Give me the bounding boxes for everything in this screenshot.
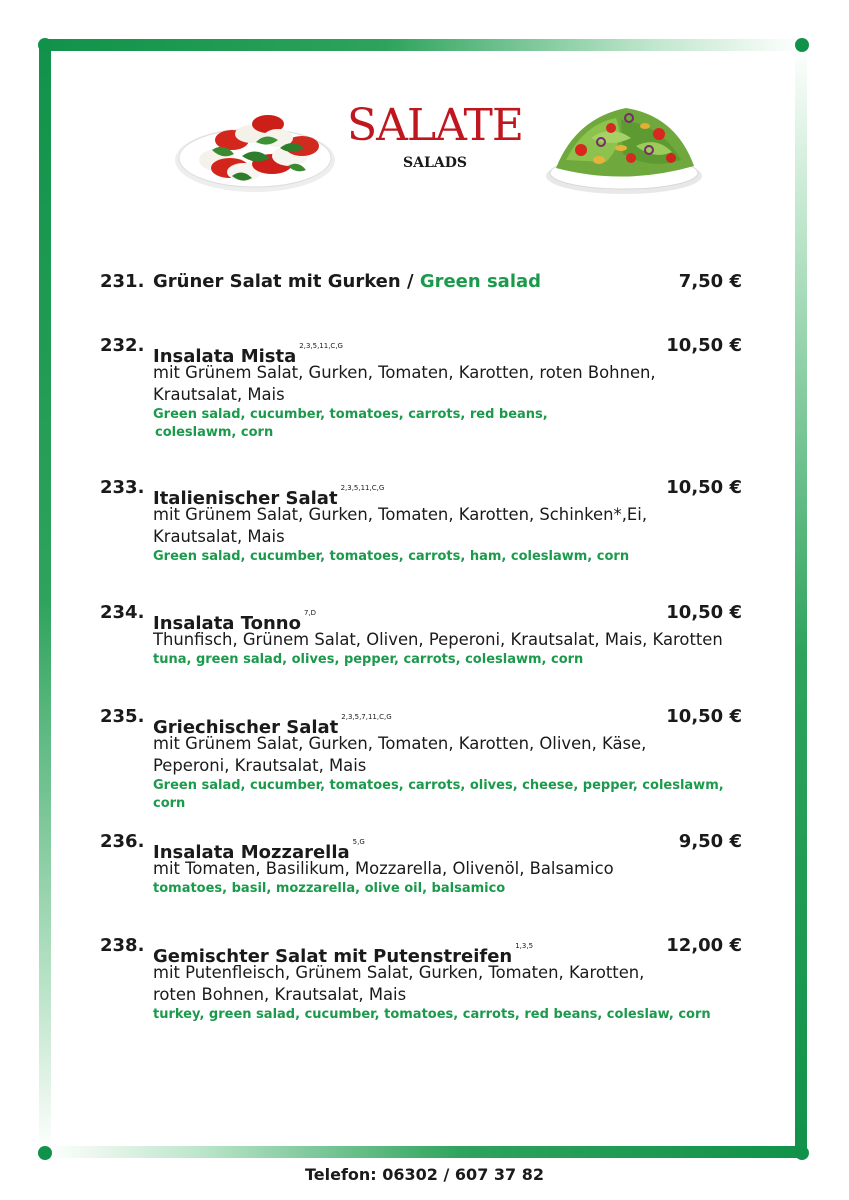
frame-bottom-bar xyxy=(45,1146,802,1158)
item-description-de: Krautsalat, Mais xyxy=(153,385,285,404)
item-description-de: mit Grünem Salat, Gurken, Tomaten, Karotten, roten Bohnen, xyxy=(153,363,656,382)
item-description-en: Green salad, cucumber, tomatoes, carrots, red beans, xyxy=(153,407,548,422)
item-price: 10,50 € xyxy=(666,335,742,356)
page-title: SALATE xyxy=(347,100,523,151)
item-description-de: roten Bohnen, Krautsalat, Mais xyxy=(153,985,407,1004)
item-description-en: coleslawm, corn xyxy=(155,425,274,440)
item-description-de: Peperoni, Krautsalat, Mais xyxy=(153,756,367,775)
frame-corner-dot xyxy=(795,38,809,52)
allergen-codes: 7,D xyxy=(303,609,317,617)
item-number: 236. xyxy=(100,831,145,852)
menu-item xyxy=(100,268,745,298)
menu-item xyxy=(100,599,745,669)
item-name: Griechischer Salat $^{2,3,5,7,11,C,G}$ xyxy=(153,713,392,738)
item-price: 10,50 € xyxy=(666,477,742,498)
item-price: 12,00 € xyxy=(666,935,742,956)
item-description-de: mit Tomaten, Basilikum, Mozzarella, Olivenöl, Balsamico xyxy=(153,859,614,878)
item-description-de: Thunfisch, Grünem Salat, Oliven, Peperoni, Krautsalat, Mais, Karotten xyxy=(153,630,723,649)
footer-phone: Telefon: 06302 / 607 37 82 xyxy=(304,1165,544,1184)
menu-item xyxy=(100,828,745,898)
item-description-en: tomatoes, basil, mozzarella, olive oil, balsamico xyxy=(153,881,506,896)
allergen-codes: 2,3,5,11,C,G xyxy=(299,342,343,350)
item-name: Insalata Mozzarella $^{5,G}$ xyxy=(153,838,365,863)
allergen-codes: 1,3,5 xyxy=(515,942,534,950)
item-name: Insalata Mista $^{2,3,5,11,C,G}$ xyxy=(153,342,343,367)
item-price: 10,50 € xyxy=(666,602,742,623)
menu-item xyxy=(100,332,745,442)
item-price: 10,50 € xyxy=(666,706,742,727)
frame-corner-dot xyxy=(38,38,52,52)
item-number: 235. xyxy=(100,706,145,727)
item-description-de: mit Grünem Salat, Gurken, Tomaten, Karotten, Oliven, Käse, xyxy=(153,734,647,753)
item-name: Grüner Salat mit Gurken / Green salad xyxy=(153,271,542,292)
menu-item xyxy=(100,703,745,813)
item-description-de: mit Putenfleisch, Grünem Salat, Gurken, Tomaten, Karotten, xyxy=(153,963,645,982)
item-number: 232. xyxy=(100,335,145,356)
item-description-de: Krautsalat, Mais xyxy=(153,527,285,546)
frame-left-bar xyxy=(39,45,51,1153)
item-number: 238. xyxy=(100,935,145,956)
caprese-salad-image xyxy=(172,98,338,196)
page-subtitle: SALADS xyxy=(403,155,467,171)
item-number: 234. xyxy=(100,602,145,623)
frame-right-bar xyxy=(795,45,807,1153)
allergen-codes: 2,3,5,7,11,C,G xyxy=(341,713,392,721)
allergen-codes: 2,3,5,11,C,G xyxy=(340,484,385,492)
menu-item xyxy=(100,932,745,1024)
item-number: 233. xyxy=(100,477,145,498)
item-name-english: Green salad xyxy=(419,271,542,292)
item-name: Insalata Tonno $^{7,D}$ xyxy=(153,609,317,634)
item-description-en: tuna, green salad, olives, pepper, carrots, coleslawm, corn xyxy=(153,652,584,667)
item-number: 231. xyxy=(100,271,145,292)
item-price: 9,50 € xyxy=(678,831,742,852)
menu-item xyxy=(100,474,745,566)
item-name: Gemischter Salat mit Putenstreifen $^{1,3,5}$ xyxy=(153,942,534,967)
item-name: Italienischer Salat $^{2,3,5,11,C,G}$ xyxy=(153,484,385,509)
allergen-codes: 5,G xyxy=(352,838,365,846)
item-description-de: mit Grünem Salat, Gurken, Tomaten, Karotten, Schinken*,Ei, xyxy=(153,505,648,524)
frame-corner-dot xyxy=(795,1146,809,1160)
item-description-en: Green salad, cucumber, tomatoes, carrots, ham, coleslawm, corn xyxy=(153,549,630,564)
mixed-salad-image xyxy=(541,98,707,198)
frame-top-bar xyxy=(45,39,802,51)
item-price: 7,50 € xyxy=(678,271,742,292)
frame-corner-dot xyxy=(38,1146,52,1160)
item-description-en: turkey, green salad, cucumber, tomatoes, carrots, red beans, coleslaw, corn xyxy=(153,1007,711,1022)
item-description-en: Green salad, cucumber, tomatoes, carrots, olives, cheese, pepper, coleslawm, corn xyxy=(153,778,724,811)
